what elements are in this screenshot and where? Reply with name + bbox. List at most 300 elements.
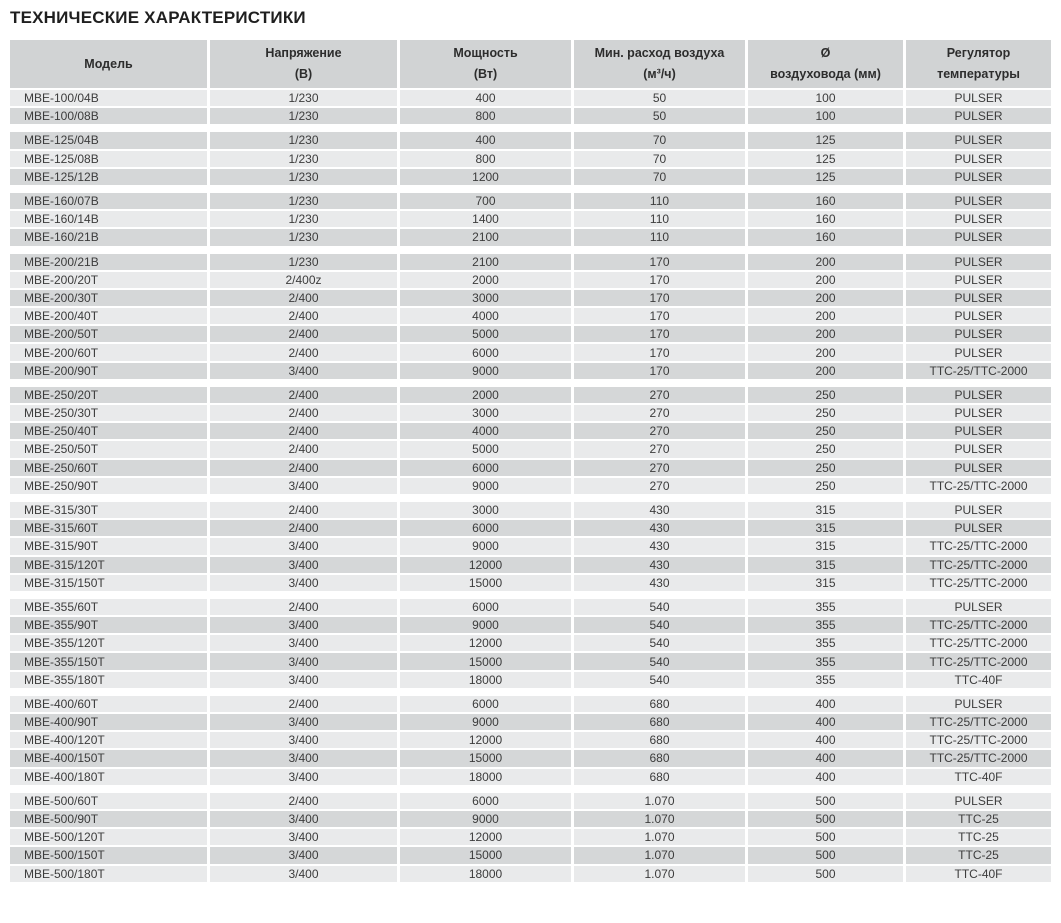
cell-model: MBE-250/40T [10, 423, 207, 439]
cell-diameter: 500 [748, 866, 903, 882]
cell-diameter: 200 [748, 254, 903, 270]
table-body [10, 90, 1051, 882]
cell-airflow: 680 [574, 714, 745, 730]
cell-regulator: PULSER [906, 272, 1051, 288]
cell-power: 9000 [400, 478, 571, 494]
cell-power: 12000 [400, 635, 571, 651]
cell-regulator: PULSER [906, 151, 1051, 167]
cell-power: 15000 [400, 750, 571, 766]
cell-voltage: 3/400 [210, 575, 397, 591]
cell-regulator: PULSER [906, 229, 1051, 245]
cell-diameter: 200 [748, 308, 903, 324]
table-row [10, 714, 1051, 730]
cell-power: 18000 [400, 672, 571, 688]
cell-model: MBE-250/30T [10, 405, 207, 421]
cell-regulator: TTC-25/TTC-2000 [906, 363, 1051, 379]
cell-voltage: 2/400 [210, 344, 397, 360]
cell-voltage: 3/400 [210, 635, 397, 651]
cell-voltage: 3/400 [210, 829, 397, 845]
cell-regulator: PULSER [906, 599, 1051, 615]
cell-airflow: 540 [574, 617, 745, 633]
cell-voltage: 2/400z [210, 272, 397, 288]
table-row [10, 441, 1051, 457]
table-row [10, 599, 1051, 615]
cell-airflow: 170 [574, 272, 745, 288]
cell-voltage: 2/400 [210, 290, 397, 306]
cell-model: MBE-200/50T [10, 326, 207, 342]
column-header-line: воздуховода (мм) [770, 67, 881, 81]
cell-regulator: PULSER [906, 193, 1051, 209]
column-header-line: (м³/ч) [643, 67, 676, 81]
cell-airflow: 540 [574, 672, 745, 688]
cell-regulator: TTC-25/TTC-2000 [906, 653, 1051, 669]
cell-regulator: TTC-25/TTC-2000 [906, 538, 1051, 554]
cell-voltage: 3/400 [210, 866, 397, 882]
column-header-airflow [574, 40, 745, 88]
cell-power: 9000 [400, 538, 571, 554]
column-header-power [400, 40, 571, 88]
column-header-regulator [906, 40, 1051, 88]
cell-power: 6000 [400, 696, 571, 712]
cell-regulator: TTC-25/TTC-2000 [906, 750, 1051, 766]
cell-diameter: 250 [748, 423, 903, 439]
cell-model: MBE-400/60T [10, 696, 207, 712]
cell-diameter: 500 [748, 793, 903, 809]
cell-model: MBE-400/90T [10, 714, 207, 730]
cell-voltage: 1/230 [210, 132, 397, 148]
cell-regulator: PULSER [906, 308, 1051, 324]
cell-airflow: 1.070 [574, 866, 745, 882]
cell-regulator: TTC-40F [906, 672, 1051, 688]
cell-model: MBE-160/14B [10, 211, 207, 227]
cell-airflow: 680 [574, 769, 745, 785]
cell-model: MBE-250/90T [10, 478, 207, 494]
cell-regulator: TTC-25/TTC-2000 [906, 557, 1051, 573]
cell-regulator: PULSER [906, 387, 1051, 403]
table-row [10, 793, 1051, 809]
cell-power: 12000 [400, 732, 571, 748]
cell-power: 15000 [400, 847, 571, 863]
cell-regulator: PULSER [906, 423, 1051, 439]
cell-model: MBE-315/30T [10, 502, 207, 518]
cell-voltage: 2/400 [210, 441, 397, 457]
cell-diameter: 355 [748, 617, 903, 633]
cell-airflow: 110 [574, 211, 745, 227]
cell-power: 2100 [400, 229, 571, 245]
cell-power: 18000 [400, 769, 571, 785]
cell-model: MBE-200/60T [10, 344, 207, 360]
cell-airflow: 270 [574, 423, 745, 439]
cell-airflow: 1.070 [574, 811, 745, 827]
cell-power: 800 [400, 151, 571, 167]
table-row [10, 405, 1051, 421]
cell-power: 6000 [400, 793, 571, 809]
table-row [10, 769, 1051, 785]
cell-airflow: 680 [574, 696, 745, 712]
cell-regulator: TTC-25/TTC-2000 [906, 635, 1051, 651]
table-row [10, 520, 1051, 536]
cell-voltage: 1/230 [210, 151, 397, 167]
cell-voltage: 3/400 [210, 811, 397, 827]
cell-airflow: 170 [574, 308, 745, 324]
cell-model: MBE-500/120T [10, 829, 207, 845]
cell-power: 2100 [400, 254, 571, 270]
cell-diameter: 355 [748, 599, 903, 615]
column-header-model [10, 40, 207, 88]
cell-regulator: PULSER [906, 290, 1051, 306]
cell-voltage: 1/230 [210, 229, 397, 245]
cell-power: 4000 [400, 423, 571, 439]
cell-model: MBE-125/12B [10, 169, 207, 185]
table-row [10, 229, 1051, 245]
cell-power: 18000 [400, 866, 571, 882]
cell-airflow: 50 [574, 90, 745, 106]
column-header-line: Мощность [453, 46, 518, 61]
cell-voltage: 1/230 [210, 193, 397, 209]
cell-model: MBE-355/90T [10, 617, 207, 633]
cell-power: 15000 [400, 575, 571, 591]
cell-airflow: 430 [574, 575, 745, 591]
cell-power: 6000 [400, 344, 571, 360]
table-row [10, 193, 1051, 209]
cell-model: MBE-125/08B [10, 151, 207, 167]
table-row [10, 732, 1051, 748]
cell-voltage: 3/400 [210, 769, 397, 785]
table-row [10, 653, 1051, 669]
table-row [10, 254, 1051, 270]
cell-model: MBE-355/120T [10, 635, 207, 651]
cell-diameter: 200 [748, 363, 903, 379]
cell-regulator: TTC-25/TTC-2000 [906, 478, 1051, 494]
cell-diameter: 400 [748, 696, 903, 712]
table-row [10, 617, 1051, 633]
table-row [10, 538, 1051, 554]
cell-diameter: 355 [748, 653, 903, 669]
cell-voltage: 3/400 [210, 363, 397, 379]
cell-model: MBE-200/90T [10, 363, 207, 379]
cell-diameter: 315 [748, 520, 903, 536]
cell-model: MBE-500/60T [10, 793, 207, 809]
table-row [10, 151, 1051, 167]
cell-regulator: TTC-25 [906, 847, 1051, 863]
cell-regulator: TTC-40F [906, 769, 1051, 785]
cell-power: 9000 [400, 714, 571, 730]
cell-power: 12000 [400, 557, 571, 573]
cell-power: 5000 [400, 441, 571, 457]
cell-diameter: 125 [748, 132, 903, 148]
table-row [10, 169, 1051, 185]
column-header-line: (Вт) [473, 67, 498, 81]
cell-regulator: PULSER [906, 502, 1051, 518]
cell-power: 2000 [400, 387, 571, 403]
cell-voltage: 3/400 [210, 672, 397, 688]
column-header-line: Мин. расход воздуха [594, 46, 725, 61]
column-header-line: температуры [937, 67, 1020, 81]
cell-diameter: 200 [748, 326, 903, 342]
cell-diameter: 160 [748, 193, 903, 209]
cell-voltage: 2/400 [210, 599, 397, 615]
cell-voltage: 2/400 [210, 696, 397, 712]
cell-airflow: 70 [574, 169, 745, 185]
column-header-voltage [210, 40, 397, 88]
table-row [10, 387, 1051, 403]
cell-voltage: 3/400 [210, 750, 397, 766]
column-header-line: (В) [294, 67, 313, 81]
cell-model: MBE-100/04B [10, 90, 207, 106]
cell-airflow: 70 [574, 132, 745, 148]
table-row [10, 108, 1051, 124]
cell-airflow: 50 [574, 108, 745, 124]
cell-power: 9000 [400, 617, 571, 633]
cell-power: 800 [400, 108, 571, 124]
cell-regulator: TTC-25/TTC-2000 [906, 732, 1051, 748]
cell-voltage: 3/400 [210, 557, 397, 573]
cell-voltage: 2/400 [210, 502, 397, 518]
cell-regulator: TTC-25 [906, 829, 1051, 845]
cell-model: MBE-500/90T [10, 811, 207, 827]
cell-diameter: 250 [748, 441, 903, 457]
cell-regulator: PULSER [906, 132, 1051, 148]
cell-voltage: 1/230 [210, 108, 397, 124]
table-header-row [10, 40, 1051, 88]
cell-model: MBE-250/60T [10, 460, 207, 476]
cell-diameter: 250 [748, 460, 903, 476]
model-group [10, 254, 1051, 379]
cell-diameter: 250 [748, 478, 903, 494]
table-row [10, 672, 1051, 688]
cell-regulator: TTC-25/TTC-2000 [906, 714, 1051, 730]
cell-airflow: 110 [574, 193, 745, 209]
cell-diameter: 400 [748, 750, 903, 766]
cell-power: 400 [400, 132, 571, 148]
cell-regulator: PULSER [906, 441, 1051, 457]
cell-voltage: 2/400 [210, 793, 397, 809]
table-row [10, 575, 1051, 591]
cell-diameter: 355 [748, 635, 903, 651]
cell-airflow: 110 [574, 229, 745, 245]
model-group [10, 132, 1051, 185]
cell-airflow: 270 [574, 441, 745, 457]
cell-airflow: 540 [574, 635, 745, 651]
page-title: ТЕХНИЧЕСКИЕ ХАРАКТЕРИСТИКИ [10, 8, 306, 27]
cell-voltage: 2/400 [210, 423, 397, 439]
cell-diameter: 315 [748, 538, 903, 554]
cell-diameter: 250 [748, 405, 903, 421]
table-row [10, 363, 1051, 379]
cell-diameter: 400 [748, 714, 903, 730]
table-row [10, 557, 1051, 573]
cell-power: 5000 [400, 326, 571, 342]
model-group [10, 502, 1051, 591]
cell-voltage: 2/400 [210, 520, 397, 536]
cell-airflow: 430 [574, 502, 745, 518]
cell-diameter: 250 [748, 387, 903, 403]
cell-regulator: PULSER [906, 460, 1051, 476]
cell-regulator: TTC-25/TTC-2000 [906, 575, 1051, 591]
cell-regulator: PULSER [906, 793, 1051, 809]
table-row [10, 750, 1051, 766]
cell-power: 12000 [400, 829, 571, 845]
cell-airflow: 270 [574, 405, 745, 421]
model-group [10, 793, 1051, 882]
cell-diameter: 500 [748, 829, 903, 845]
cell-diameter: 100 [748, 108, 903, 124]
column-header-line: Регулятор [946, 46, 1011, 61]
cell-power: 6000 [400, 520, 571, 536]
cell-power: 1200 [400, 169, 571, 185]
cell-model: MBE-160/21B [10, 229, 207, 245]
column-header-line: Ø [820, 46, 831, 61]
cell-diameter: 315 [748, 557, 903, 573]
cell-voltage: 2/400 [210, 387, 397, 403]
cell-model: MBE-200/21B [10, 254, 207, 270]
cell-regulator: PULSER [906, 254, 1051, 270]
cell-airflow: 270 [574, 387, 745, 403]
cell-model: MBE-200/30T [10, 290, 207, 306]
cell-diameter: 200 [748, 344, 903, 360]
cell-power: 2000 [400, 272, 571, 288]
table-row [10, 132, 1051, 148]
cell-model: MBE-100/08B [10, 108, 207, 124]
cell-regulator: TTC-25/TTC-2000 [906, 617, 1051, 633]
cell-regulator: PULSER [906, 108, 1051, 124]
cell-voltage: 1/230 [210, 211, 397, 227]
cell-power: 1400 [400, 211, 571, 227]
cell-model: MBE-500/180T [10, 866, 207, 882]
cell-diameter: 315 [748, 575, 903, 591]
cell-regulator: TTC-40F [906, 866, 1051, 882]
cell-power: 4000 [400, 308, 571, 324]
cell-model: MBE-355/180T [10, 672, 207, 688]
table-row [10, 90, 1051, 106]
cell-model: MBE-315/150T [10, 575, 207, 591]
cell-regulator: PULSER [906, 520, 1051, 536]
cell-voltage: 3/400 [210, 847, 397, 863]
cell-power: 400 [400, 90, 571, 106]
cell-model: MBE-250/20T [10, 387, 207, 403]
cell-model: MBE-200/20T [10, 272, 207, 288]
table-row [10, 829, 1051, 845]
table-row [10, 460, 1051, 476]
cell-voltage: 3/400 [210, 538, 397, 554]
cell-diameter: 500 [748, 811, 903, 827]
cell-model: MBE-315/120T [10, 557, 207, 573]
cell-model: MBE-400/120T [10, 732, 207, 748]
cell-model: MBE-315/90T [10, 538, 207, 554]
cell-regulator: PULSER [906, 326, 1051, 342]
cell-diameter: 125 [748, 151, 903, 167]
cell-regulator: PULSER [906, 696, 1051, 712]
model-group [10, 193, 1051, 246]
cell-power: 3000 [400, 502, 571, 518]
cell-power: 6000 [400, 599, 571, 615]
cell-airflow: 540 [574, 653, 745, 669]
cell-diameter: 500 [748, 847, 903, 863]
cell-diameter: 100 [748, 90, 903, 106]
cell-airflow: 1.070 [574, 829, 745, 845]
cell-regulator: PULSER [906, 405, 1051, 421]
cell-voltage: 3/400 [210, 653, 397, 669]
cell-power: 15000 [400, 653, 571, 669]
table-row [10, 847, 1051, 863]
model-group [10, 696, 1051, 785]
cell-voltage: 2/400 [210, 405, 397, 421]
cell-voltage: 2/400 [210, 326, 397, 342]
cell-airflow: 270 [574, 460, 745, 476]
cell-power: 9000 [400, 811, 571, 827]
table-row [10, 326, 1051, 342]
spec-table [10, 40, 1051, 882]
cell-model: MBE-160/07B [10, 193, 207, 209]
cell-airflow: 1.070 [574, 793, 745, 809]
cell-regulator: PULSER [906, 211, 1051, 227]
table-row [10, 696, 1051, 712]
cell-airflow: 170 [574, 290, 745, 306]
table-row [10, 211, 1051, 227]
cell-model: MBE-250/50T [10, 441, 207, 457]
cell-voltage: 3/400 [210, 732, 397, 748]
cell-airflow: 170 [574, 344, 745, 360]
cell-airflow: 430 [574, 557, 745, 573]
cell-model: MBE-125/04B [10, 132, 207, 148]
cell-diameter: 400 [748, 769, 903, 785]
cell-regulator: PULSER [906, 344, 1051, 360]
cell-diameter: 125 [748, 169, 903, 185]
cell-voltage: 3/400 [210, 617, 397, 633]
cell-regulator: PULSER [906, 169, 1051, 185]
cell-voltage: 2/400 [210, 308, 397, 324]
cell-voltage: 2/400 [210, 460, 397, 476]
model-group [10, 599, 1051, 688]
cell-diameter: 160 [748, 229, 903, 245]
table-row [10, 423, 1051, 439]
column-header-line: Модель [84, 56, 133, 71]
cell-diameter: 315 [748, 502, 903, 518]
cell-diameter: 160 [748, 211, 903, 227]
table-row [10, 866, 1051, 882]
column-header-diameter [748, 40, 903, 88]
table-row [10, 344, 1051, 360]
table-row [10, 272, 1051, 288]
cell-voltage: 3/400 [210, 714, 397, 730]
cell-diameter: 355 [748, 672, 903, 688]
cell-voltage: 1/230 [210, 90, 397, 106]
cell-regulator: TTC-25 [906, 811, 1051, 827]
cell-airflow: 680 [574, 750, 745, 766]
cell-model: MBE-400/150T [10, 750, 207, 766]
cell-model: MBE-355/150T [10, 653, 207, 669]
cell-power: 6000 [400, 460, 571, 476]
cell-power: 700 [400, 193, 571, 209]
cell-airflow: 170 [574, 326, 745, 342]
cell-power: 3000 [400, 405, 571, 421]
table-row [10, 290, 1051, 306]
cell-model: MBE-355/60T [10, 599, 207, 615]
cell-power: 3000 [400, 290, 571, 306]
cell-airflow: 170 [574, 363, 745, 379]
cell-voltage: 1/230 [210, 169, 397, 185]
table-row [10, 811, 1051, 827]
cell-model: MBE-400/180T [10, 769, 207, 785]
cell-airflow: 540 [574, 599, 745, 615]
cell-voltage: 3/400 [210, 478, 397, 494]
column-header-line: Напряжение [265, 46, 342, 61]
model-group [10, 90, 1051, 124]
cell-airflow: 70 [574, 151, 745, 167]
cell-diameter: 200 [748, 272, 903, 288]
table-row [10, 478, 1051, 494]
cell-airflow: 1.070 [574, 847, 745, 863]
